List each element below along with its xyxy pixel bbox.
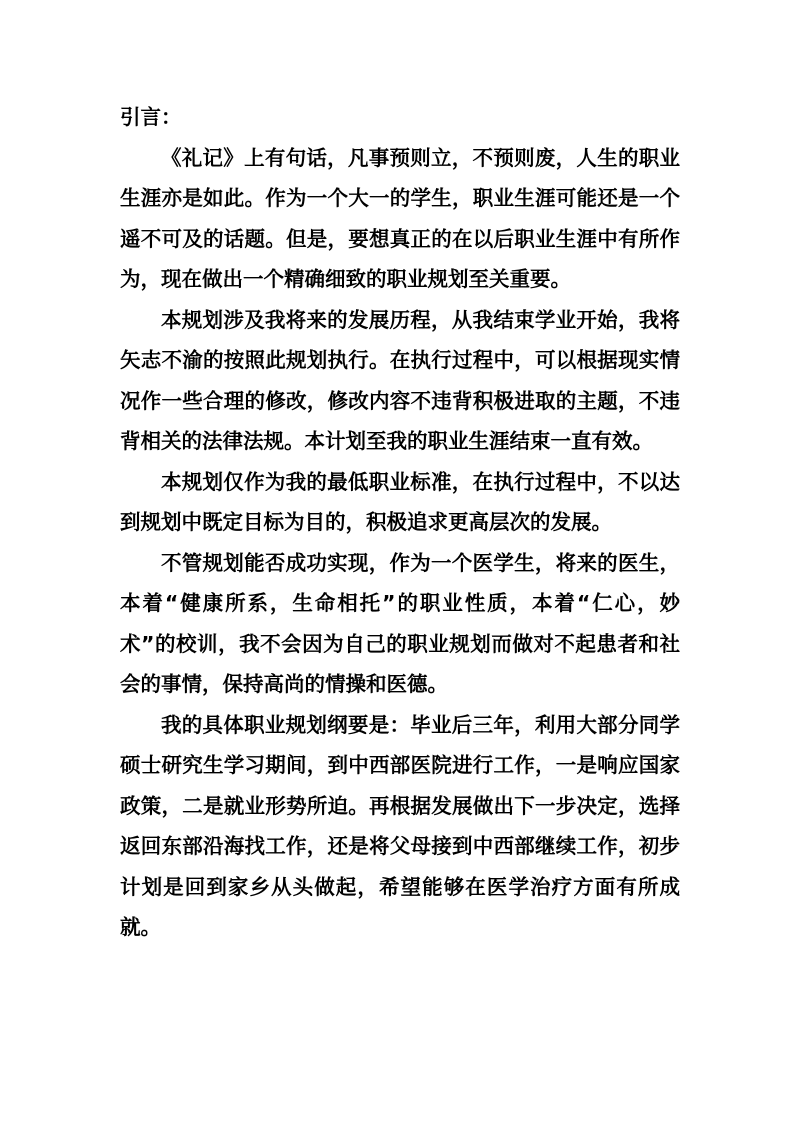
paragraph-intro: 《礼记》上有句话，凡事预则立，不预则废，人生的职业生涯亦是如此。作为一个大一的学生，职业生涯可能还是一个遥不可及的话题。但是，要想真正的在以后职业生涯中有所作为，现在做出一个精确细致的职业规划至关重要。 [120, 145, 680, 291]
paragraph-ethics: 不管规划能否成功实现，作为一个医学生，将来的医生，本着“健康所系，生命相托”的职业性质，本着“仁心，妙术”的校训，我不会因为自己的职业规划而做对不起患者和社会的事情，保持高尚的情操和医德。 [120, 550, 680, 696]
document-body [120, 97, 680, 948]
paragraph-scope: 本规划涉及我将来的发展历程，从我结束学业开始，我将矢志不渝的按照此规划执行。在执行过程中，可以根据现实情况作一些合理的修改，修改内容不违背积极进取的主题，不违背相关的法律法规。本计划至我的职业生涯结束一直有效。 [120, 307, 680, 453]
section-heading: 引言： [120, 105, 182, 129]
paragraph-standard: 本规划仅作为我的最低职业标准，在执行过程中，不以达到规划中既定目标为目的，积极追求更高层次的发展。 [120, 469, 680, 534]
paragraph-outline: 我的具体职业规划纲要是：毕业后三年，利用大部分同学硕士研究生学习期间，到中西部医院进行工作，一是响应国家政策，二是就业形势所迫。再根据发展做出下一步决定，选择返回东部沿海找工作，还是将父母接到中西部继续工作，初步计划是回到家乡从头做起，希望能够在医学治疗方面有所成就。 [120, 712, 680, 939]
